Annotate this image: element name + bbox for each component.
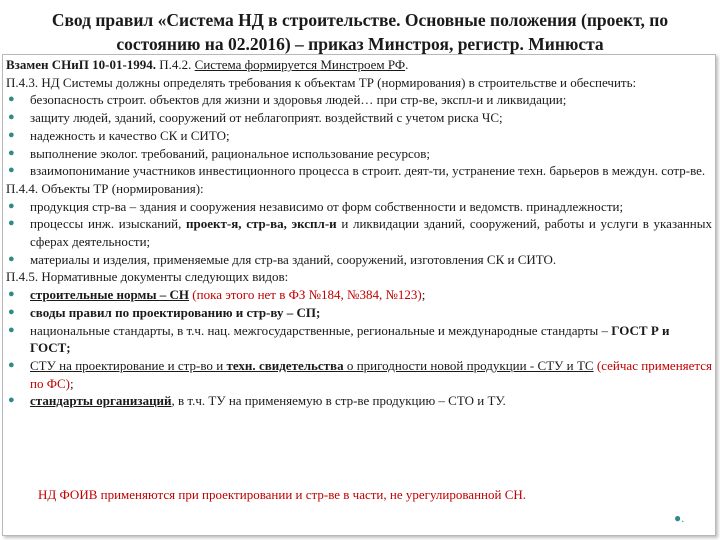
p43-text: НД Системы должны определять требования к объектам ТР (нормирования) в строительстве и обеспечить: — [41, 74, 637, 90]
bullet-dot-icon: ● — [8, 323, 15, 336]
list-item-text: национальные стандарты, в т.ч. нац. межгосударственные, региональные и международные стандарты – — [30, 322, 612, 338]
bullet-dot-icon: ●. — [674, 511, 685, 525]
list-item-text: выполнение эколог. требований, рациональное использование ресурсов; — [30, 145, 431, 161]
p42-text: Система формируется Минстроем РФ — [194, 57, 406, 72]
bullet-dot-icon: ● — [8, 146, 15, 159]
bullet-dot-icon: ● — [8, 111, 15, 124]
list-item — [6, 215, 712, 250]
list-item — [6, 127, 712, 145]
list-item — [6, 392, 712, 410]
list-item-text: ; — [69, 375, 74, 391]
title-line-2: состоянию на 02.2016) – приказ Минстроя, регистр. Минюста — [116, 34, 604, 54]
list-item — [6, 145, 712, 163]
p44-heading: П.4.4. Объекты ТР (нормирования): — [6, 180, 204, 196]
bullet-dot-icon: ● — [8, 128, 15, 141]
list-item-text: защиту людей, зданий, сооружений от неблагоприят. воздействий с учетом риска ЧС; — [30, 110, 503, 126]
list-item-emphasis: техн. свидетельства — [226, 357, 344, 373]
list-item — [6, 304, 712, 322]
list-item-text: продукция стр-ва – здания и сооружения независимо от форм собственности и ведомств. принадлежности; — [30, 198, 624, 214]
p42-number: П.4.2. — [159, 57, 192, 72]
list-item-text: о пригодности новой продукции - СТУ и ТС — [343, 357, 594, 373]
list-item-text: взаимопонимание участников инвестиционного процесса в строит. деят-ти, устранение техн. барьеров в междун. сотр-ве. — [30, 163, 706, 179]
list-item-text: ; — [421, 287, 426, 303]
list-item — [6, 357, 712, 392]
list-item — [6, 286, 712, 304]
list-item — [6, 251, 712, 269]
list-item-text: , в т.ч. ТУ на применяемую в стр-ве продукцию – СТО и ТУ. — [171, 393, 506, 409]
p43-line — [6, 74, 712, 92]
list-item — [6, 322, 712, 357]
list-item — [6, 91, 712, 109]
content-body — [6, 56, 712, 410]
page-title — [30, 8, 690, 56]
bullet-dot-icon: ● — [8, 394, 15, 407]
list-item — [6, 162, 712, 180]
bullet-dot-icon: ● — [8, 164, 15, 177]
list-item-text: и ликвидации зданий, сооружений, работы и услуги в указанных сферах деятельности; — [30, 216, 712, 250]
list-item — [6, 198, 712, 216]
bullet-dot-icon: ● — [8, 252, 15, 265]
bullet-dot-icon: ● — [8, 199, 15, 212]
bullet-dot-icon: ● — [8, 93, 15, 106]
replaces-label: Взамен СНиП 10-01-1994. — [6, 57, 157, 72]
list-item-text: процессы инж. изысканий, — [30, 216, 187, 232]
list-item-emphasis: строительные нормы – СН — [30, 287, 190, 303]
bullet-dot-icon: ● — [8, 305, 15, 318]
list-item-remark: (пока этого нет в ФЗ №184, №384, №123) — [189, 287, 422, 303]
list-item-emphasis: стандарты организаций — [30, 393, 172, 409]
footnote: НД ФОИВ применяются при проектировании и стр-ве в части, не урегулированной СН. — [38, 487, 527, 502]
list-item-text: СТУ на проектирование и стр-во и — [30, 357, 227, 373]
list-item-emphasis: ГОСТ Р и ГОСТ; — [30, 322, 670, 356]
list-item-text: безопасность строит. объектов для жизни и здоровья людей… при стр-ве, экспл-и и ликвидации; — [30, 92, 567, 108]
list-item-emphasis: проект-я, стр-ва, экспл-и — [186, 216, 337, 232]
list-item-remark: (сейчас применяется по ФС) — [30, 357, 712, 391]
bullet-dot-icon: ● — [8, 358, 15, 371]
bullet-dot-icon: ● — [8, 217, 15, 230]
intro-line — [6, 56, 712, 74]
p45-heading: П.4.5. Нормативные документы следующих видов: — [6, 269, 289, 285]
title-line-1: Свод правил «Система НД в строительстве. Основные положения (проект, по — [51, 10, 669, 30]
list-item-text: материалы и изделия, применяемые для стр-ва зданий, сооружений, изготовления СК и СИТО. — [30, 251, 557, 267]
list-item-text: надежность и качество СК и СИТО; — [30, 127, 230, 143]
list-item-text: своды правил по проектированию и стр-ву – СП; — [30, 304, 321, 320]
bullet-dot-icon: ● — [8, 288, 15, 301]
p43-number: П.4.3. — [6, 74, 39, 90]
p42-end: . — [405, 57, 409, 72]
list-item — [6, 109, 712, 127]
